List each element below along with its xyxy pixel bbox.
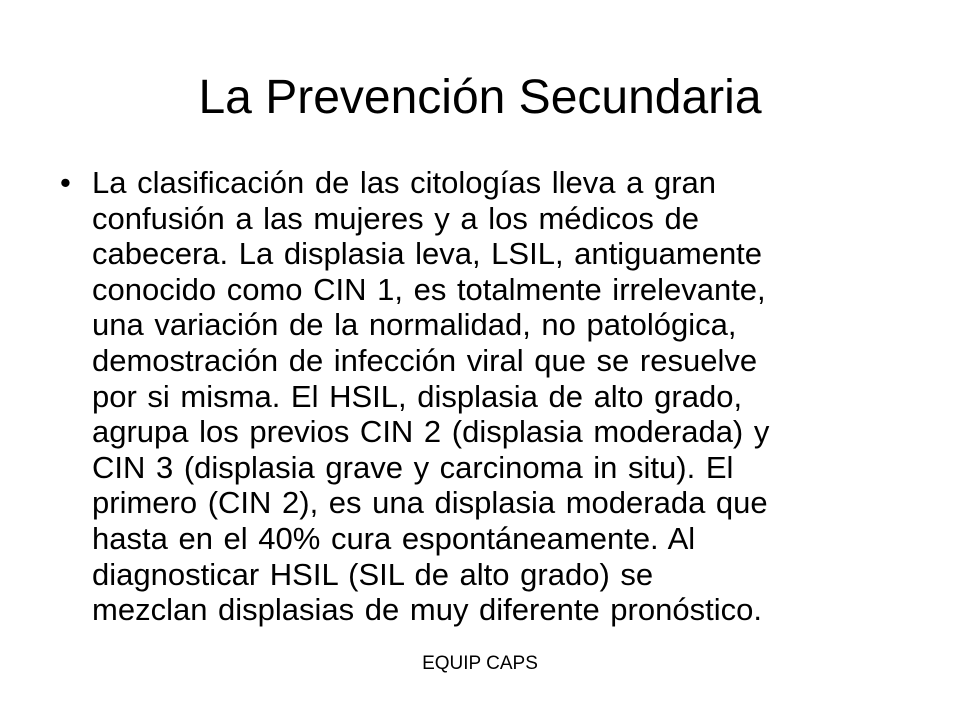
bullet-line: cabecera. La displasia leva, LSIL, antiguamente [92, 236, 763, 272]
bullet-line: demostración de infección viral que se resuelve [92, 342, 758, 378]
slide-footer: EQUIP CAPS [422, 653, 538, 674]
bullet-line: hasta en el 40% cura espontáneamente. Al [92, 520, 696, 556]
bullet-line: mezclan displasias de muy diferente pronóstico. [92, 592, 762, 628]
bullet-line: confusión a las mujeres y a los médicos de [92, 200, 700, 236]
bullet-line: por si misma. El HSIL, displasia de alto grado, [92, 378, 743, 414]
bullet-line: primero (CIN 2), es una displasia moderada que [92, 485, 768, 521]
bullet-line: una variación de la normalidad, no patológica, [92, 307, 737, 343]
bullet-line: CIN 3 (displasia grave y carcinoma in situ). El [92, 449, 734, 485]
bullet-line: agrupa los previos CIN 2 (displasia moderada) y [92, 414, 770, 450]
bullet-line: conocido como CIN 1, es totalmente irrelevante, [92, 271, 766, 307]
bullet-line: La clasificación de las citologías lleva a gran [92, 165, 717, 200]
slide-title: La Prevención Secundaria [198, 71, 762, 124]
bullet-text [92, 165, 910, 628]
bullet-marker: • [60, 165, 71, 200]
bullet-line: diagnosticar HSIL (SIL de alto grado) se [92, 556, 654, 592]
bullet-list [60, 165, 910, 628]
bullet-item [60, 165, 910, 628]
